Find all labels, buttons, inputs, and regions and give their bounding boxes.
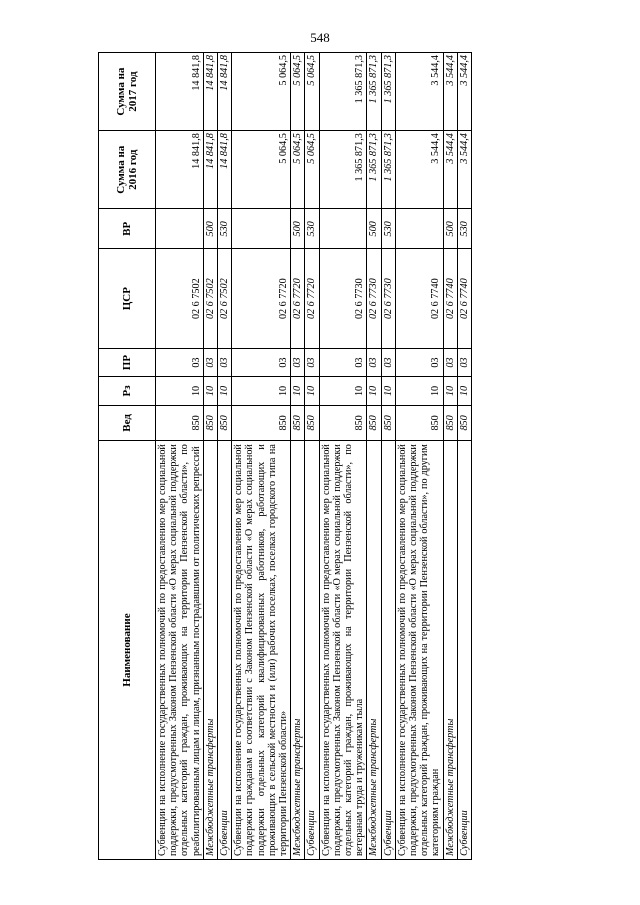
cell-sum-2017: 1 365 871,3: [381, 53, 395, 131]
cell-name: Межбюджетные трансферты: [203, 441, 217, 860]
cell-sum-2017: 1 365 871,3: [367, 53, 381, 131]
cell-sum-2017: 14 841,8: [218, 53, 232, 131]
cell-rz: 10: [381, 377, 395, 405]
cell-pr: 03: [291, 348, 305, 376]
cell-vr: 500: [443, 209, 457, 249]
cell-name: Межбюджетные трансферты: [291, 441, 305, 860]
cell-ved: 850: [443, 405, 457, 440]
cell-pr: 03: [218, 348, 232, 376]
cell-sum-2016: 14 841,8: [203, 131, 217, 209]
cell-sum-2016: 14 841,8: [218, 131, 232, 209]
header-pr: ПР: [99, 348, 156, 376]
cell-rz: 10: [319, 377, 367, 405]
cell-csr: 02 6 7502: [218, 249, 232, 348]
cell-name: Субвенции: [218, 441, 232, 860]
cell-pr: 03: [203, 348, 217, 376]
cell-csr: 02 6 7740: [443, 249, 457, 348]
header-sum-2017: Сумма на 2017 год: [99, 53, 156, 131]
cell-rz: 10: [291, 377, 305, 405]
table-row: [395, 53, 443, 860]
cell-name: Субвенции на исполнение государственных полномочий по предоставлению мер социальной поддержки гражданам в соответствии с Законом Пензенской области «О мерах социальной поддержки отдельных категорий квалифицированных работников, работающих и проживающих в сельской местности и (или) рабочих поселках, поселках городского типа на территории Пензенской области»: [232, 441, 291, 860]
cell-pr: 03: [381, 348, 395, 376]
cell-csr: 02 6 7502: [156, 249, 204, 348]
cell-sum-2016: 1 365 871,3: [319, 131, 367, 209]
table-row: [291, 53, 305, 860]
cell-ved: 850: [381, 405, 395, 440]
cell-sum-2016: 1 365 871,3: [381, 131, 395, 209]
cell-ved: 850: [232, 405, 291, 440]
cell-vr: 530: [305, 209, 319, 249]
cell-name: Межбюджетные трансферты: [443, 441, 457, 860]
cell-pr: 03: [443, 348, 457, 376]
budget-table: [98, 52, 472, 860]
cell-csr: 02 6 7730: [381, 249, 395, 348]
header-name: Наименование: [99, 441, 156, 860]
cell-rz: 10: [395, 377, 443, 405]
cell-pr: 03: [232, 348, 291, 376]
cell-csr: 02 6 7730: [319, 249, 367, 348]
cell-sum-2016: 3 544,4: [457, 131, 471, 209]
cell-pr: 03: [305, 348, 319, 376]
cell-sum-2017: 3 544,4: [443, 53, 457, 131]
table-row: [305, 53, 319, 860]
table-row: [443, 53, 457, 860]
cell-sum-2017: 3 544,4: [457, 53, 471, 131]
table-row: [232, 53, 291, 860]
cell-rz: 10: [156, 377, 204, 405]
cell-csr: 02 6 7730: [367, 249, 381, 348]
table-row: [457, 53, 471, 860]
cell-vr: 500: [367, 209, 381, 249]
header-csr: ЦСР: [99, 249, 156, 348]
table-row: [319, 53, 367, 860]
cell-vr: [156, 209, 204, 249]
cell-ved: 850: [457, 405, 471, 440]
cell-csr: 02 6 7720: [305, 249, 319, 348]
cell-sum-2017: 1 365 871,3: [319, 53, 367, 131]
cell-vr: 500: [291, 209, 305, 249]
cell-csr: 02 6 7720: [291, 249, 305, 348]
header-rz: Рз: [99, 377, 156, 405]
header-sum-2016: Сумма на 2016 год: [99, 131, 156, 209]
page-number: 548: [310, 30, 330, 45]
cell-ved: 850: [291, 405, 305, 440]
rotated-page-content: [98, 52, 558, 860]
cell-ved: 850: [367, 405, 381, 440]
cell-ved: 850: [305, 405, 319, 440]
cell-name: Субвенции на исполнение государственных полномочий по предоставлению мер социальной поддержки, предусмотренных Законом Пензенской области «О мерах социальной поддержки отдельных категорий граждан, проживающих на территории Пензенской области», по другим категориям граждан: [395, 441, 443, 860]
cell-vr: [319, 209, 367, 249]
cell-name: Межбюджетные трансферты: [367, 441, 381, 860]
cell-csr: 02 6 7740: [395, 249, 443, 348]
cell-name: Субвенции: [381, 441, 395, 860]
cell-name: Субвенции: [457, 441, 471, 860]
cell-sum-2016: 3 544,4: [443, 131, 457, 209]
cell-vr: 500: [203, 209, 217, 249]
cell-pr: 03: [319, 348, 367, 376]
cell-sum-2017: 5 064,5: [291, 53, 305, 131]
cell-pr: 03: [457, 348, 471, 376]
cell-sum-2017: 14 841,8: [156, 53, 204, 131]
cell-ved: 850: [319, 405, 367, 440]
cell-sum-2017: 14 841,8: [203, 53, 217, 131]
header-vr: ВР: [99, 209, 156, 249]
cell-name: Субвенции на исполнение государственных полномочий по предоставлению мер социальной поддержки, предусмотренных Законом Пензенской области «О мерах социальной поддержки отдельных категорий граждан, проживающих на территории Пензенской области», по ветеранам труда и труженикам тыла: [319, 441, 367, 860]
cell-csr: 02 6 7740: [457, 249, 471, 348]
cell-name: Субвенции на исполнение государственных полномочий по предоставлению мер социальной поддержки, предусмотренных Законом Пензенской области «О мерах социальной поддержки отдельных категорий граждан, проживающих на территории Пензенской области», по реабилитированным лицам и лицам, признанным пострадавшими от политических репрессий: [156, 441, 204, 860]
table-row: [203, 53, 217, 860]
cell-ved: 850: [156, 405, 204, 440]
cell-sum-2016: 1 365 871,3: [367, 131, 381, 209]
cell-sum-2017: 3 544,4: [395, 53, 443, 131]
header-ved: Вед: [99, 405, 156, 440]
cell-ved: 850: [218, 405, 232, 440]
cell-pr: 03: [367, 348, 381, 376]
table-header-row: [99, 53, 156, 860]
cell-sum-2016: 5 064,5: [291, 131, 305, 209]
cell-rz: 10: [367, 377, 381, 405]
cell-sum-2016: 14 841,8: [156, 131, 204, 209]
cell-rz: 10: [232, 377, 291, 405]
table-row: [381, 53, 395, 860]
cell-pr: 03: [395, 348, 443, 376]
cell-sum-2016: 5 064,5: [305, 131, 319, 209]
cell-csr: 02 6 7720: [232, 249, 291, 348]
cell-vr: 530: [218, 209, 232, 249]
cell-vr: [232, 209, 291, 249]
cell-csr: 02 6 7502: [203, 249, 217, 348]
cell-rz: 10: [218, 377, 232, 405]
cell-sum-2016: 3 544,4: [395, 131, 443, 209]
cell-sum-2017: 5 064,5: [232, 53, 291, 131]
table-row: [156, 53, 204, 860]
cell-vr: 530: [381, 209, 395, 249]
cell-ved: 850: [395, 405, 443, 440]
cell-rz: 10: [457, 377, 471, 405]
table-row: [367, 53, 381, 860]
cell-sum-2017: 5 064,5: [305, 53, 319, 131]
cell-sum-2016: 5 064,5: [232, 131, 291, 209]
cell-name: Субвенции: [305, 441, 319, 860]
cell-vr: 530: [457, 209, 471, 249]
cell-pr: 03: [156, 348, 204, 376]
cell-rz: 10: [203, 377, 217, 405]
cell-ved: 850: [203, 405, 217, 440]
cell-vr: [395, 209, 443, 249]
table-row: [218, 53, 232, 860]
cell-rz: 10: [443, 377, 457, 405]
cell-rz: 10: [305, 377, 319, 405]
